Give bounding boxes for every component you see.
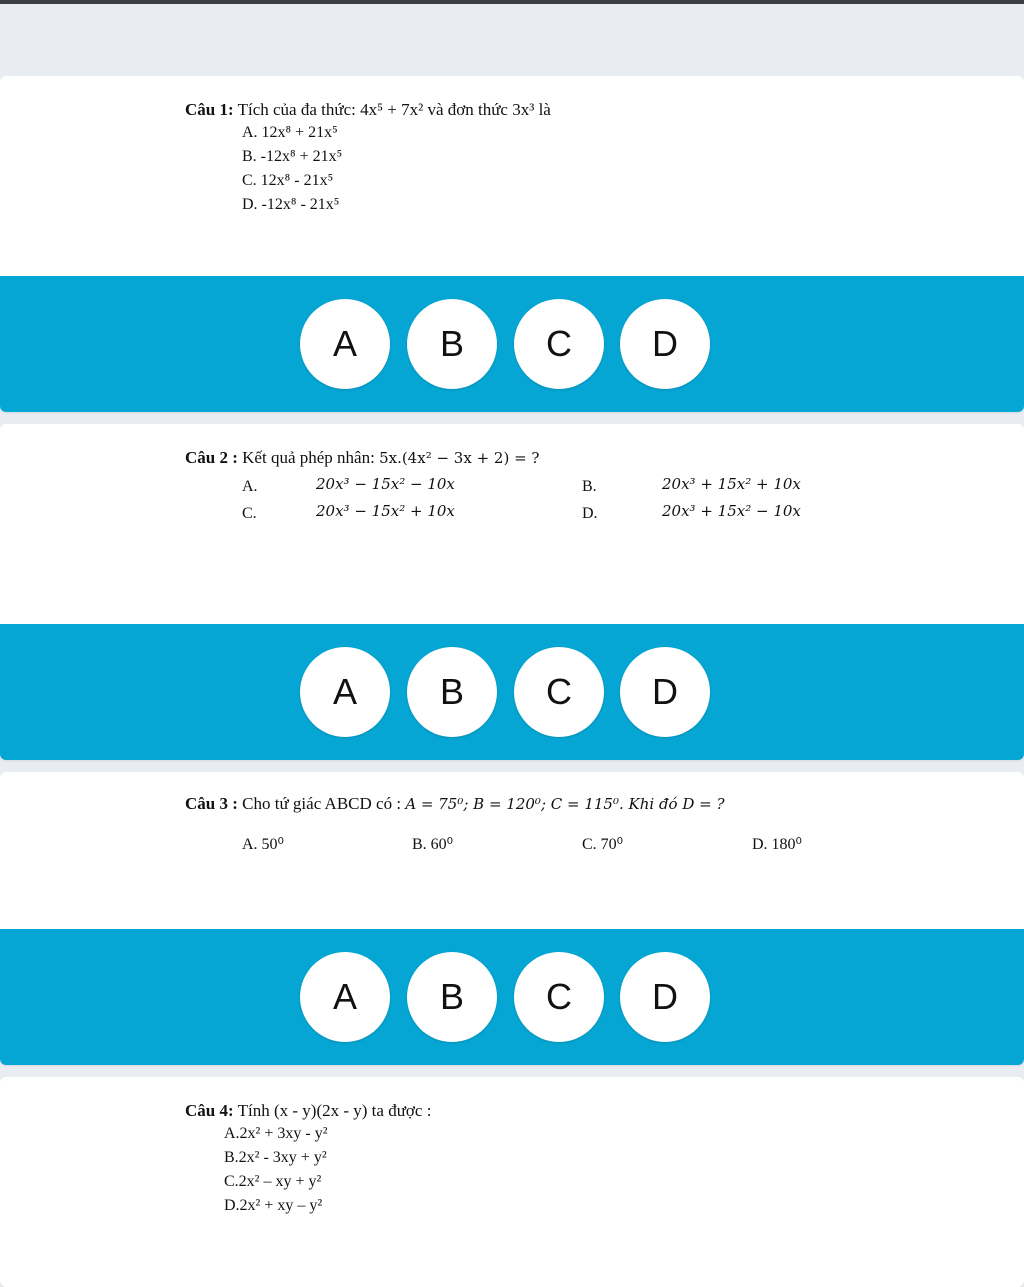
question-1-option-c: C. 12x⁸ - 21x⁵ [242,172,334,189]
answer-a-button[interactable]: A [300,952,390,1042]
answer-d-button[interactable]: D [620,647,710,737]
question-2-expression: 5x.(4x² − 3x + 2) = ? [379,449,540,467]
answer-d-button[interactable]: D [620,299,710,389]
question-card-2 [0,424,1024,760]
question-2-option-d-value: 20x³ + 15x² − 10x [662,502,801,520]
answer-c-button[interactable]: C [514,299,604,389]
question-2-option-a-value: 20x³ − 15x² − 10x [316,475,455,493]
question-1-option-b: B. -12x⁸ + 21x⁵ [242,148,343,165]
question-3-option-d: D. 180⁰ [752,836,802,853]
question-2-option-b-letter: B. [582,478,597,495]
question-3-text: Cho tứ giác ABCD có : [242,794,402,813]
question-2-text: Kết quả phép nhân: [242,448,375,467]
question-card-1 [0,76,1024,412]
answer-c-button[interactable]: C [514,952,604,1042]
question-3-expression: A = 75⁰; B = 120⁰; C = 115⁰. Khi đó D = ? [405,795,725,813]
question-card-4 [0,1077,1024,1287]
question-2-option-a-letter: A. [242,478,258,495]
question-2-option-c-letter: C. [242,505,257,522]
question-4-option-c: C.2x² – xy + y² [224,1173,322,1190]
question-4-option-d: D.2x² + xy – y² [224,1197,323,1214]
question-3-option-a: A. 50⁰ [242,836,284,853]
answer-c-button[interactable]: C [514,647,604,737]
answer-bar-2 [0,624,1024,760]
question-4-option-b: B.2x² - 3xy + y² [224,1149,327,1166]
question-3-option-c: C. 70⁰ [582,836,624,853]
question-4-option-a: A.2x² + 3xy - y² [224,1125,328,1142]
question-4-label: Câu 4: [185,1101,234,1120]
question-1-text: Tích của đa thức: 4x⁵ + 7x² và đơn thức 3x³ là [237,100,551,119]
answer-b-button[interactable]: B [407,952,497,1042]
answer-b-button[interactable]: B [407,647,497,737]
question-4-prompt [185,1101,431,1121]
top-bar [0,0,1024,4]
question-3-prompt [185,794,725,814]
question-2-option-b-value: 20x³ + 15x² + 10x [662,475,801,493]
question-2-option-c-value: 20x³ − 15x² + 10x [316,502,455,520]
question-1-prompt [185,100,551,120]
question-card-3 [0,772,1024,1065]
question-2-option-d-letter: D. [582,505,598,522]
answer-bar-3 [0,929,1024,1065]
answer-b-button[interactable]: B [407,299,497,389]
question-1-option-d: D. -12x⁸ - 21x⁵ [242,196,340,213]
answer-a-button[interactable]: A [300,299,390,389]
question-1-option-a: A. 12x⁸ + 21x⁵ [242,124,338,141]
answer-bar-1 [0,276,1024,412]
answer-a-button[interactable]: A [300,647,390,737]
question-3-label: Câu 3 : [185,794,238,813]
question-2-prompt [185,448,539,468]
question-1-label: Câu 1: [185,100,234,119]
question-2-label: Câu 2 : [185,448,238,467]
answer-d-button[interactable]: D [620,952,710,1042]
question-4-text: Tính (x - y)(2x - y) ta được : [237,1101,432,1120]
question-3-option-b: B. 60⁰ [412,836,454,853]
